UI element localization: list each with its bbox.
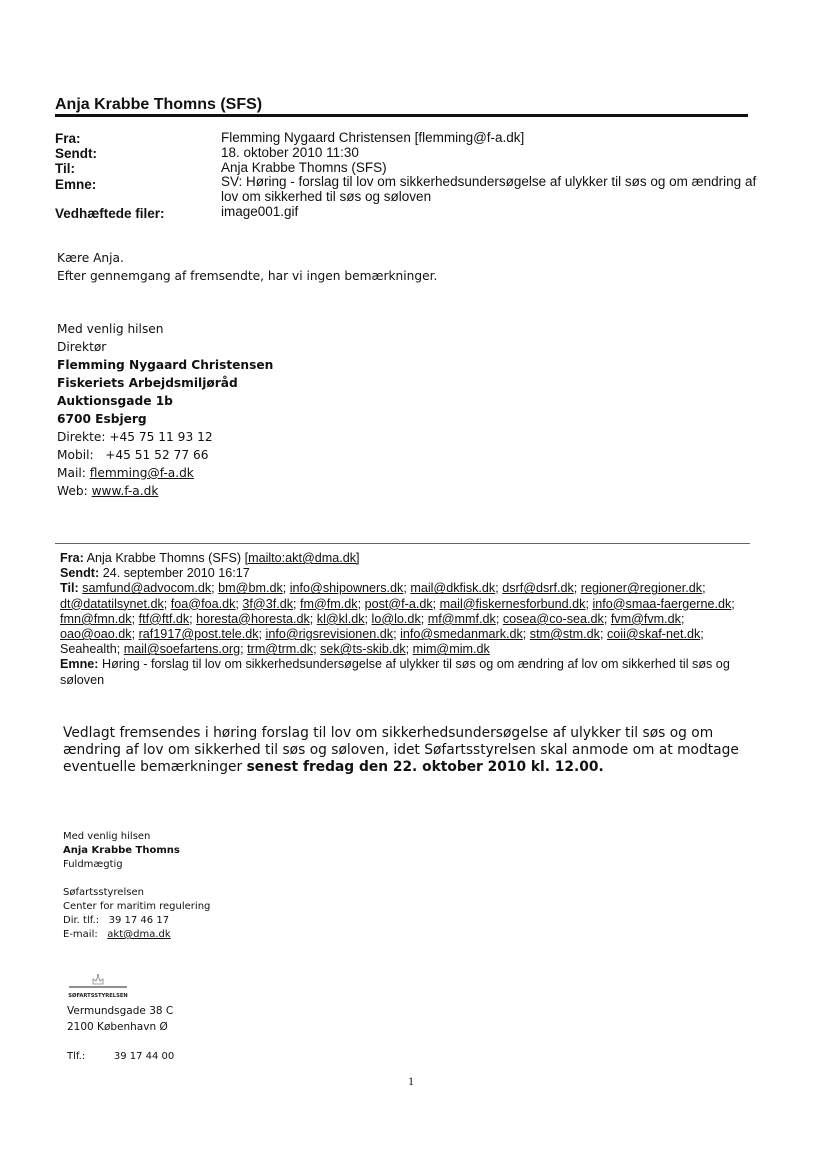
- recipient-separator: ;: [235, 596, 243, 611]
- recipient-separator: ;: [585, 596, 593, 611]
- sig-direct-phone: Direkte: +45 75 11 93 12: [57, 430, 213, 444]
- recipient-separator: ; Seahealth;: [60, 627, 704, 657]
- recipient-email-link[interactable]: raf1917@post.tele.dk: [138, 627, 259, 642]
- recipient-separator: ;: [432, 596, 440, 611]
- attachments-label: Vedhæftede filer:: [55, 206, 165, 221]
- recipient-email-link[interactable]: info@rigsrevisionen.dk: [265, 627, 394, 642]
- fw-from-label: Fra:: [60, 551, 84, 565]
- recipient-separator: ;: [405, 642, 413, 657]
- recipient-separator: ;: [603, 611, 611, 626]
- recipient-separator: ;: [522, 627, 530, 642]
- recipient-separator: ;: [731, 596, 735, 611]
- recipient-separator: ;: [403, 581, 411, 596]
- fw-sent-row: [60, 566, 760, 581]
- sig-org: Fiskeriets Arbejdsmiljøråd: [57, 376, 238, 390]
- recipient-email-link[interactable]: kl@kl.dk: [316, 611, 365, 626]
- recipient-separator: ;: [680, 611, 685, 626]
- attachment-file[interactable]: image001.gif: [221, 204, 299, 219]
- fw-to-row: [60, 581, 760, 657]
- greeting: Kære Anja.: [57, 251, 124, 265]
- fw-sig-phone-row: [63, 914, 210, 928]
- sender-name: Anja Krabbe Thomns (SFS): [55, 96, 263, 113]
- recipient-email-link[interactable]: post@f-a.dk: [364, 596, 433, 611]
- subject-line-2: lov om sikkerhed til søs og søloven: [221, 189, 432, 204]
- logo-text: SØFARTSSTYRELSEN: [68, 993, 128, 999]
- sig-web-link[interactable]: www.f-a.dk: [91, 484, 159, 498]
- fw-sig-email-label: E-mail:: [63, 929, 98, 940]
- fw-subject-label: Emne:: [60, 657, 99, 672]
- recipient-email-link[interactable]: oao@oao.dk: [60, 627, 132, 642]
- subject-line-1: SV: Høring - forslag til lov om sikkerhedsundersøgelse af ulykker til søs og om ændring af: [221, 174, 757, 189]
- fw-tel-row: [67, 1049, 174, 1065]
- recipient-separator: ;: [293, 596, 300, 611]
- fw-sent-label: Sendt:: [60, 566, 100, 581]
- recipient-email-link[interactable]: foa@foa.dk: [170, 596, 236, 611]
- recipient-email-link[interactable]: dsrf@dsrf.dk: [502, 581, 574, 596]
- recipient-separator: ;: [163, 596, 171, 611]
- fw-tel-value: 39 17 44 00: [113, 1051, 175, 1062]
- forwarded-body: [63, 725, 763, 776]
- recipient-email-link[interactable]: lo@lo.dk: [371, 611, 421, 626]
- recipient-email-link[interactable]: info@shipowners.dk: [289, 581, 404, 596]
- recipient-list: [60, 581, 735, 656]
- fw-sig-name: Anja Krabbe Thomns: [63, 845, 180, 856]
- recipient-separator: ;: [573, 581, 581, 596]
- recipient-email-link[interactable]: mail@dkfisk.dk: [410, 581, 496, 596]
- fw-from-mailto-link[interactable]: [mailto:akt@dma.dk]: [244, 551, 360, 565]
- sig-mobile-phone: Mobil: +45 51 52 77 66: [57, 448, 209, 462]
- recipient-email-link[interactable]: sek@ts-skib.dk: [320, 642, 406, 657]
- fw-body-text: Vedlagt fremsendes i høring forslag til lov om sikkerhedsundersøgelse af ulykker til søs og om ændring af lov om sikkerhed til søs og søloven, idet Søfartsstyrelsen skal anmode om at modtage eventuelle bemærkninger: [63, 725, 739, 775]
- page-number: 1: [408, 1074, 414, 1088]
- recipient-email-link[interactable]: stm@stm.dk: [529, 627, 600, 642]
- recipient-email-link[interactable]: mf@mmf.dk: [427, 611, 496, 626]
- recipient-separator: ;: [495, 611, 503, 626]
- sig-mail-label: Mail:: [57, 466, 90, 480]
- recipient-email-link[interactable]: bm@bm.dk: [218, 581, 283, 596]
- fw-street: Vermundsgade 38 C: [67, 1005, 174, 1017]
- recipient-email-link[interactable]: samfund@advocom.dk: [82, 581, 212, 596]
- recipient-email-link[interactable]: fmn@fmn.dk: [60, 611, 132, 626]
- sofartsstyrelsen-logo: [63, 970, 133, 1000]
- recipient-separator: ;: [282, 581, 290, 596]
- recipient-email-link[interactable]: trm@trm.dk: [247, 642, 314, 657]
- subject-value: [221, 174, 761, 204]
- fw-city: 2100 København Ø: [67, 1021, 168, 1033]
- sig-mail-link[interactable]: flemming@f-a.dk: [89, 466, 194, 480]
- reply-text: Efter gennemgang af fremsendte, har vi ingen bemærkninger.: [57, 269, 438, 283]
- recipient-separator: ;: [495, 581, 503, 596]
- fw-sig-org: Søfartsstyrelsen: [63, 887, 144, 898]
- sig-title: Direktør: [57, 340, 107, 354]
- from-value: Flemming Nygaard Christensen [flemming@f-a.dk]: [221, 130, 525, 145]
- fw-sig-dept: Center for maritim regulering: [63, 901, 211, 912]
- fw-to-label: Til:: [60, 581, 79, 596]
- fw-from-row: [60, 551, 760, 566]
- recipient-email-link[interactable]: info@smaa-faergerne.dk: [592, 596, 732, 611]
- crown-emblem-icon: [63, 970, 133, 1000]
- recipient-separator: ;: [189, 611, 197, 626]
- sig-closing: Med venlig hilsen: [57, 322, 164, 336]
- fw-sig-title: Fuldmægtig: [63, 859, 123, 870]
- recipient-separator: ;: [702, 581, 706, 596]
- recipient-separator: ;: [313, 642, 321, 657]
- reply-signature: [57, 320, 273, 500]
- fw-subject-row: [60, 657, 760, 687]
- sig-mail-row: [57, 464, 273, 482]
- sig-city: 6700 Esbjerg: [57, 412, 147, 426]
- recipient-separator: ;: [393, 627, 401, 642]
- recipient-separator: ;: [131, 627, 139, 642]
- recipient-email-link[interactable]: mim@mim.dk: [412, 642, 490, 657]
- fw-deadline: senest fredag den 22. oktober 2010 kl. 12.00.: [246, 759, 604, 775]
- sig-web-label: Web:: [57, 484, 92, 498]
- recipient-email-link[interactable]: 3f@3f.dk: [242, 596, 293, 611]
- recipient-separator: ;: [240, 642, 248, 657]
- recipient-email-link[interactable]: fvm@fvm.dk: [610, 611, 681, 626]
- recipient-separator: ;: [420, 611, 428, 626]
- fw-tel-label: Tlf.:: [67, 1051, 86, 1062]
- recipient-email-link[interactable]: mail@soefartens.org: [123, 642, 241, 657]
- recipient-email-link[interactable]: cosea@co-sea.dk: [502, 611, 604, 626]
- forwarded-header: [60, 551, 760, 688]
- fw-sig-dir-value: 39 17 46 17: [108, 915, 170, 926]
- recipient-separator: ;: [357, 596, 365, 611]
- fw-sig-dir-label: Dir. tlf.:: [63, 915, 100, 926]
- to-label: Til:: [55, 161, 75, 176]
- fw-sig-closing: Med venlig hilsen: [63, 831, 151, 842]
- recipient-email-link[interactable]: coii@skaf-net.dk: [606, 627, 701, 642]
- recipient-separator: ;: [211, 581, 219, 596]
- fw-sig-email-link[interactable]: akt@dma.dk: [107, 929, 171, 940]
- fw-subject-value: Høring - forslag til lov om sikkerhedsundersøgelse af ulykker til søs og om ændring af lov om sikkerhed til søs og søloven: [60, 657, 730, 687]
- recipient-separator: ;: [258, 627, 266, 642]
- header-divider: [55, 114, 748, 117]
- forward-divider: [55, 543, 750, 544]
- fw-sent-value: 24. september 2010 16:17: [102, 566, 250, 581]
- subject-label: Emne:: [55, 177, 97, 192]
- recipient-email-link[interactable]: info@smedanmark.dk: [400, 627, 523, 642]
- recipient-email-link[interactable]: mail@fiskernesforbund.dk: [439, 596, 586, 611]
- recipient-separator: ;: [364, 611, 372, 626]
- recipient-separator: ;: [599, 627, 607, 642]
- fw-address: [67, 1003, 173, 1035]
- recipient-email-link[interactable]: ftf@ftf.dk: [138, 611, 190, 626]
- recipient-separator: ;: [309, 611, 317, 626]
- recipient-separator: ;: [131, 611, 139, 626]
- sent-label: Sendt:: [55, 146, 97, 161]
- from-label: Fra:: [55, 131, 81, 146]
- fw-signature: [63, 830, 210, 942]
- recipient-email-link[interactable]: dt@datatilsynet.dk: [60, 596, 164, 611]
- fw-sig-email-row: [63, 928, 210, 942]
- fw-from-value: Anja Krabbe Thomns (SFS): [86, 551, 242, 565]
- recipient-email-link[interactable]: regioner@regioner.dk: [580, 581, 703, 596]
- recipient-email-link[interactable]: fm@fm.dk: [300, 596, 358, 611]
- sent-value: 18. oktober 2010 11:30: [221, 145, 359, 160]
- recipient-email-link[interactable]: horesta@horesta.dk: [196, 611, 310, 626]
- to-value: Anja Krabbe Thomns (SFS): [221, 160, 387, 175]
- sig-name: Flemming Nygaard Christensen: [57, 358, 274, 372]
- sig-web-row: [57, 482, 273, 500]
- sig-street: Auktionsgade 1b: [57, 394, 173, 408]
